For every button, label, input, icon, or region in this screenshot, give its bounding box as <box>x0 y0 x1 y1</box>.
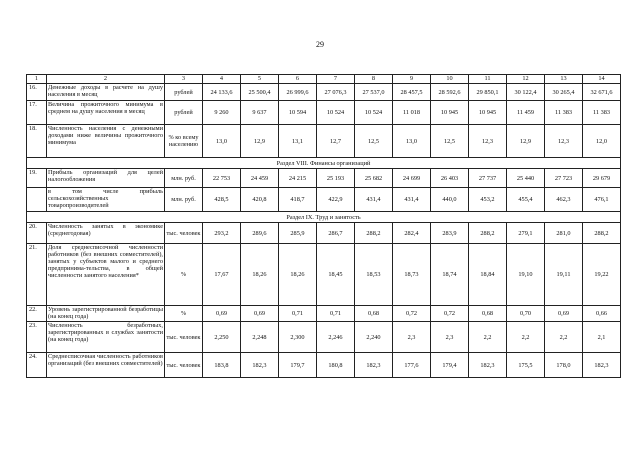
value-cell: 0,69 <box>241 306 279 322</box>
value-cell: 27 537,0 <box>355 84 393 101</box>
value-cell: 11 018 <box>393 101 431 125</box>
value-cell: 177,6 <box>393 353 431 378</box>
value-cell: 25 500,4 <box>241 84 279 101</box>
row-number: 21. <box>27 244 47 306</box>
unit-cell: тыс. человек <box>165 353 203 378</box>
page-number: 29 <box>316 40 324 49</box>
table-row <box>27 244 621 306</box>
value-cell: 2,2 <box>469 322 507 353</box>
table-row <box>27 101 621 125</box>
value-cell: 431,4 <box>393 188 431 212</box>
value-cell: 281,0 <box>545 223 583 244</box>
unit-cell: тыс. человек <box>165 223 203 244</box>
table-row <box>27 188 621 212</box>
value-cell: 476,1 <box>583 188 621 212</box>
value-cell: 179,7 <box>279 353 317 378</box>
value-cell: 10 524 <box>317 101 355 125</box>
column-header: 12 <box>507 75 545 84</box>
value-cell: 178,0 <box>545 353 583 378</box>
table-row <box>27 169 621 188</box>
table-row <box>27 125 621 158</box>
value-cell: 0,69 <box>545 306 583 322</box>
value-cell: 10 945 <box>431 101 469 125</box>
value-cell: 13,1 <box>279 125 317 158</box>
value-cell: 0,66 <box>583 306 621 322</box>
value-cell: 29 850,1 <box>469 84 507 101</box>
row-number: 24. <box>27 353 47 378</box>
value-cell: 455,4 <box>507 188 545 212</box>
value-cell: 182,3 <box>583 353 621 378</box>
value-cell: 453,2 <box>469 188 507 212</box>
unit-cell: млн. руб. <box>165 169 203 188</box>
value-cell: 24 133,6 <box>203 84 241 101</box>
value-cell: 12,5 <box>355 125 393 158</box>
value-cell: 18,26 <box>241 244 279 306</box>
value-cell: 22 753 <box>203 169 241 188</box>
table-row <box>27 306 621 322</box>
indicator-name: Уровень зарегистрированной безработицы (на конец года) <box>48 306 163 320</box>
row-number <box>27 188 47 212</box>
table-row <box>27 223 621 244</box>
column-header: 10 <box>431 75 469 84</box>
value-cell: 2,1 <box>583 322 621 353</box>
column-header: 13 <box>545 75 583 84</box>
value-cell: 2,2 <box>545 322 583 353</box>
value-cell: 26 403 <box>431 169 469 188</box>
value-cell: 285,9 <box>279 223 317 244</box>
row-number: 20. <box>27 223 47 244</box>
value-cell: 24 699 <box>393 169 431 188</box>
value-cell: 0,68 <box>469 306 507 322</box>
value-cell: 25 193 <box>317 169 355 188</box>
value-cell: 30 122,4 <box>507 84 545 101</box>
table-row <box>27 84 621 101</box>
value-cell: 422,9 <box>317 188 355 212</box>
value-cell: 2,248 <box>241 322 279 353</box>
value-cell: 12,7 <box>317 125 355 158</box>
indicator-name: Доля среднесписочной численности работников (без внешних совместителей), занятых у субъектов малого и среднего предпринима-тельства, в общей численности занятого населения* <box>47 244 165 306</box>
unit-cell: % <box>165 306 203 322</box>
table-header-row <box>27 75 621 84</box>
value-cell: 282,4 <box>393 223 431 244</box>
value-cell: 286,7 <box>317 223 355 244</box>
value-cell: 440,0 <box>431 188 469 212</box>
column-header: 1 <box>27 75 47 84</box>
value-cell: 24 215 <box>279 169 317 188</box>
section-title: Раздел IX. Труд и занятость <box>27 212 621 223</box>
column-header: 2 <box>47 75 165 84</box>
value-cell: 2,250 <box>203 322 241 353</box>
value-cell: 25 440 <box>507 169 545 188</box>
value-cell: 2,2 <box>507 322 545 353</box>
value-cell: 18,26 <box>279 244 317 306</box>
indicator-name: Численность населения с денежными доходами ниже величины прожиточного минимума <box>47 125 165 158</box>
value-cell: 32 671,6 <box>583 84 621 101</box>
value-cell: 10 945 <box>469 101 507 125</box>
value-cell: 12,3 <box>545 125 583 158</box>
column-header: 4 <box>203 75 241 84</box>
value-cell: 11 383 <box>583 101 621 125</box>
value-cell: 26 999,6 <box>279 84 317 101</box>
value-cell: 0,72 <box>431 306 469 322</box>
value-cell: 29 679 <box>583 169 621 188</box>
value-cell: 175,5 <box>507 353 545 378</box>
value-cell: 19,11 <box>545 244 583 306</box>
value-cell: 2,3 <box>393 322 431 353</box>
value-cell: 10 594 <box>279 101 317 125</box>
value-cell: 12,3 <box>469 125 507 158</box>
value-cell: 2,300 <box>279 322 317 353</box>
column-header: 3 <box>165 75 203 84</box>
value-cell: 11 383 <box>545 101 583 125</box>
value-cell: 428,5 <box>203 188 241 212</box>
unit-cell: рублей <box>165 101 203 125</box>
value-cell: 420,8 <box>241 188 279 212</box>
row-number: 22. <box>27 306 47 322</box>
value-cell: 19,10 <box>507 244 545 306</box>
column-header: 8 <box>355 75 393 84</box>
value-cell: 13,0 <box>203 125 241 158</box>
indicator-name: Среднесписочная численность работников организаций (без внешних совместителей) <box>47 353 165 378</box>
value-cell: 24 459 <box>241 169 279 188</box>
unit-cell: рублей <box>165 84 203 101</box>
value-cell: 10 524 <box>355 101 393 125</box>
section-title: Раздел VIII. Финансы организаций <box>27 158 621 169</box>
column-header: 11 <box>469 75 507 84</box>
unit-cell: % ко всему населению <box>165 125 203 158</box>
value-cell: 0,70 <box>507 306 545 322</box>
value-cell: 12,9 <box>507 125 545 158</box>
value-cell: 2,240 <box>355 322 393 353</box>
value-cell: 0,68 <box>355 306 393 322</box>
value-cell: 9 260 <box>203 101 241 125</box>
value-cell: 2,246 <box>317 322 355 353</box>
value-cell: 18,45 <box>317 244 355 306</box>
row-number: 19. <box>27 169 47 188</box>
value-cell: 27 076,3 <box>317 84 355 101</box>
indicator-name: в том числе прибыль сельскохозяйственных товаропроизводителей <box>47 188 165 212</box>
value-cell: 19,22 <box>583 244 621 306</box>
indicator-name: Численность занятых в экономике (среднегодовая) <box>47 223 165 244</box>
column-header: 7 <box>317 75 355 84</box>
unit-cell: % <box>165 244 203 306</box>
value-cell: 17,67 <box>203 244 241 306</box>
value-cell: 418,7 <box>279 188 317 212</box>
row-number: 16. <box>27 84 47 101</box>
table-row <box>27 353 621 378</box>
value-cell: 182,3 <box>355 353 393 378</box>
value-cell: 180,8 <box>317 353 355 378</box>
value-cell: 0,71 <box>279 306 317 322</box>
column-header: 14 <box>583 75 621 84</box>
value-cell: 12,5 <box>431 125 469 158</box>
value-cell: 0,71 <box>317 306 355 322</box>
section-row <box>27 212 621 223</box>
value-cell: 27 737 <box>469 169 507 188</box>
value-cell: 28 592,6 <box>431 84 469 101</box>
value-cell: 28 457,5 <box>393 84 431 101</box>
indicator-name: Величина прожиточного минимума в среднем на душу населения в месяц <box>47 101 165 125</box>
value-cell: 9 637 <box>241 101 279 125</box>
value-cell: 13,0 <box>393 125 431 158</box>
unit-cell: тыс. человек <box>165 322 203 353</box>
value-cell: 18,74 <box>431 244 469 306</box>
column-header: 6 <box>279 75 317 84</box>
value-cell: 293,2 <box>203 223 241 244</box>
value-cell: 288,2 <box>355 223 393 244</box>
value-cell: 182,3 <box>469 353 507 378</box>
table-row <box>27 322 621 353</box>
value-cell: 288,2 <box>583 223 621 244</box>
section-row <box>27 158 621 169</box>
value-cell: 289,6 <box>241 223 279 244</box>
value-cell: 462,3 <box>545 188 583 212</box>
value-cell: 18,73 <box>393 244 431 306</box>
value-cell: 179,4 <box>431 353 469 378</box>
value-cell: 182,3 <box>241 353 279 378</box>
value-cell: 288,2 <box>469 223 507 244</box>
column-header: 9 <box>393 75 431 84</box>
value-cell: 279,1 <box>507 223 545 244</box>
value-cell: 12,0 <box>583 125 621 158</box>
statistics-table-container <box>26 74 618 378</box>
value-cell: 2,3 <box>431 322 469 353</box>
value-cell: 18,84 <box>469 244 507 306</box>
value-cell: 431,4 <box>355 188 393 212</box>
row-number: 17. <box>27 101 47 125</box>
value-cell: 12,9 <box>241 125 279 158</box>
indicator-name: Прибыль организаций для целей налогообложения <box>47 169 165 188</box>
value-cell: 18,53 <box>355 244 393 306</box>
value-cell: 25 682 <box>355 169 393 188</box>
value-cell: 27 723 <box>545 169 583 188</box>
column-header: 5 <box>241 75 279 84</box>
value-cell: 283,9 <box>431 223 469 244</box>
value-cell: 11 459 <box>507 101 545 125</box>
value-cell: 0,72 <box>393 306 431 322</box>
unit-cell: млн. руб. <box>165 188 203 212</box>
value-cell: 0,69 <box>203 306 241 322</box>
value-cell: 30 265,4 <box>545 84 583 101</box>
row-number: 23. <box>27 322 47 353</box>
row-number: 18. <box>27 125 47 158</box>
statistics-table <box>26 74 621 378</box>
indicator-name: Численность безработных, зарегистрированных в службах занятости (на конец года) <box>47 322 165 353</box>
value-cell: 183,8 <box>203 353 241 378</box>
indicator-name: Денежные доходы в расчете на душу населения в месяц <box>47 84 165 101</box>
